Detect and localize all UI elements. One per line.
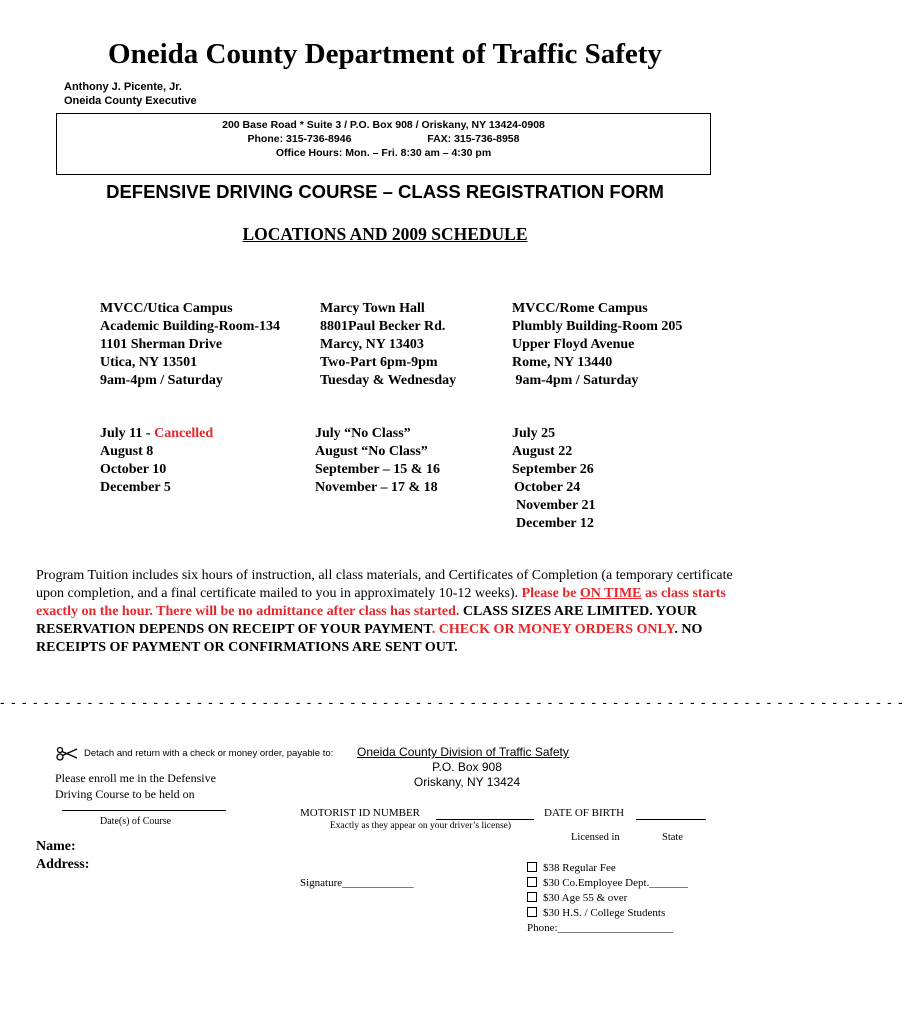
date-item: October 24 [514, 480, 581, 495]
date-item: July 25 [512, 426, 556, 441]
location-marcy [320, 300, 456, 390]
location-line: MVCC/Utica Campus [100, 301, 233, 316]
date-item: August “No Class” [315, 444, 428, 459]
checkbox[interactable] [527, 862, 537, 872]
location-line: 9am-4pm / Saturday [512, 373, 639, 388]
address-label[interactable]: Address: [36, 857, 90, 872]
date-item: July “No Class” [315, 426, 411, 441]
office-hours: Office Hours: Mon. – Fri. 8:30 am – 4:30 pm [275, 147, 492, 159]
fee-option[interactable] [527, 891, 688, 906]
location-line: Tuesday & Wednesday [320, 373, 457, 388]
tuition-paragraph [36, 567, 736, 657]
fee-label: $30 Age 55 & over [543, 892, 628, 904]
detach-divider: - - - - - - - - - - - - - - - - - - - - - - - - - - - - - - - - - - - - - - - - - - - - - - - - - - - - - - - - - - - - - - - - - - - - - - - - - - - - - - - - - - - [0, 694, 904, 710]
course-date-label: Date(s) of Course [100, 816, 172, 827]
date-item: August 8 [100, 444, 154, 459]
date-item: October 10 [100, 462, 167, 477]
payee-address [357, 760, 577, 790]
no-receipts-text: . NO RECEIPTS OF PAYMENT OR CONFIRMATIONS ARE SENT OUT. [36, 622, 703, 655]
class-starts-text: as class starts exactly on the hour. There will be no admittance after class has started. [36, 586, 726, 619]
class-sizes-text: CLASS SIZES ARE LIMITED [459, 604, 650, 619]
on-time-text: ON TIME [579, 586, 642, 601]
reservation-text: . YOUR RESERVATION DEPENDS ON RECEIPT OF YOUR PAYMENT [36, 604, 697, 637]
location-line: Utica, NY 13501 [100, 355, 198, 370]
location-line: Marcy Town Hall [320, 301, 425, 316]
scissors-icon [56, 746, 78, 762]
fee-options [527, 861, 688, 936]
phone-field[interactable]: Phone:_____________________ [527, 922, 674, 934]
detach-instruction: Detach and return with a check or money order, payable to: [84, 748, 334, 759]
office-fax: FAX: 315-736-8958 [427, 133, 520, 145]
payee-name: Oneida County Division of Traffic Safety [357, 745, 569, 759]
dob-field[interactable] [636, 819, 706, 820]
cancelled-label: Cancelled [154, 426, 214, 441]
fee-option[interactable] [527, 906, 688, 921]
date-item: September – 15 & 16 [315, 462, 440, 477]
name-address-block [36, 838, 89, 874]
executive-title: Oneida County Executive [64, 95, 197, 107]
executive-block [64, 80, 197, 108]
phone-fax-line [57, 132, 710, 146]
state-label: State [662, 832, 683, 843]
date-text: July 11 - [100, 426, 155, 441]
tuition-text: Program Tuition includes six hours of instruction, all class materials, and Certificates of Completion (a temporary certificate upon completion, and a final certificate mailed to you in approximately 10-12 weeks). [36, 568, 733, 601]
fee-label: $30 H.S. / College Students [543, 907, 666, 919]
please-be-text: Please be [521, 586, 580, 601]
location-line: MVCC/Rome Campus [512, 301, 648, 316]
checkbox[interactable] [527, 892, 537, 902]
dates-utica [100, 425, 213, 497]
office-address: 200 Base Road * Suite 3 / P.O. Box 908 / Oriskany, NY 13424-0908 [222, 119, 545, 131]
date-item: November – 17 & 18 [315, 480, 438, 495]
location-rome [512, 300, 682, 390]
checkbox[interactable] [527, 877, 537, 887]
check-money-order-text: . CHECK OR MONEY ORDERS ONLY [431, 622, 675, 637]
date-item [100, 425, 213, 443]
fee-label: $38 Regular Fee [543, 862, 616, 874]
payee-box: P.O. Box 908 [432, 760, 502, 774]
enroll-text [55, 770, 216, 802]
dates-rome [512, 425, 595, 533]
payee-city: Oriskany, NY 13424 [413, 775, 521, 789]
fee-label: $30 Co.Employee Dept._______ [543, 877, 688, 889]
location-utica [100, 300, 280, 390]
course-date-line[interactable] [62, 810, 226, 811]
contact-box [56, 113, 711, 175]
location-line: Upper Floyd Avenue [512, 337, 635, 352]
motorist-id-label: MOTORIST ID NUMBER [300, 807, 420, 819]
motorist-id-field[interactable] [436, 819, 534, 820]
form-title: DEFENSIVE DRIVING COURSE – CLASS REGISTRATION FORM [106, 181, 664, 202]
location-line: Academic Building-Room-134 [100, 319, 281, 334]
executive-name: Anthony J. Picente, Jr. [64, 81, 182, 93]
location-line: Two-Part 6pm-9pm [320, 355, 438, 370]
date-item: September 26 [512, 462, 594, 477]
fee-option[interactable] [527, 876, 688, 891]
dob-label: DATE OF BIRTH [544, 807, 625, 819]
location-line: 9am-4pm / Saturday [100, 373, 223, 388]
date-item: December 12 [516, 516, 594, 531]
date-item: August 22 [512, 444, 573, 459]
page-title: Oneida County Department of Traffic Safety [108, 38, 662, 70]
date-item: November 21 [516, 498, 596, 513]
dates-marcy [315, 425, 440, 497]
enroll-line-2: Driving Course to be held on [55, 787, 195, 801]
location-line: 1101 Sherman Drive [100, 337, 223, 352]
office-phone: Phone: 315-736-8946 [247, 133, 352, 145]
date-item: December 5 [100, 480, 171, 495]
location-line: 8801Paul Becker Rd. [320, 319, 446, 334]
checkbox[interactable] [527, 907, 537, 917]
location-line: Plumbly Building-Room 205 [512, 319, 683, 334]
signature-field[interactable]: Signature_____________ [300, 877, 414, 889]
location-line: Marcy, NY 13403 [320, 337, 424, 352]
fee-option[interactable] [527, 861, 688, 876]
schedule-title: LOCATIONS AND 2009 SCHEDULE [242, 224, 528, 244]
enroll-line-1: Please enroll me in the Defensive [55, 771, 216, 785]
license-note: Exactly as they appear on your driver’s license) [330, 821, 512, 831]
licensed-in-label: Licensed in [571, 832, 620, 843]
location-line: Rome, NY 13440 [512, 355, 613, 370]
name-label[interactable]: Name: [36, 839, 76, 854]
